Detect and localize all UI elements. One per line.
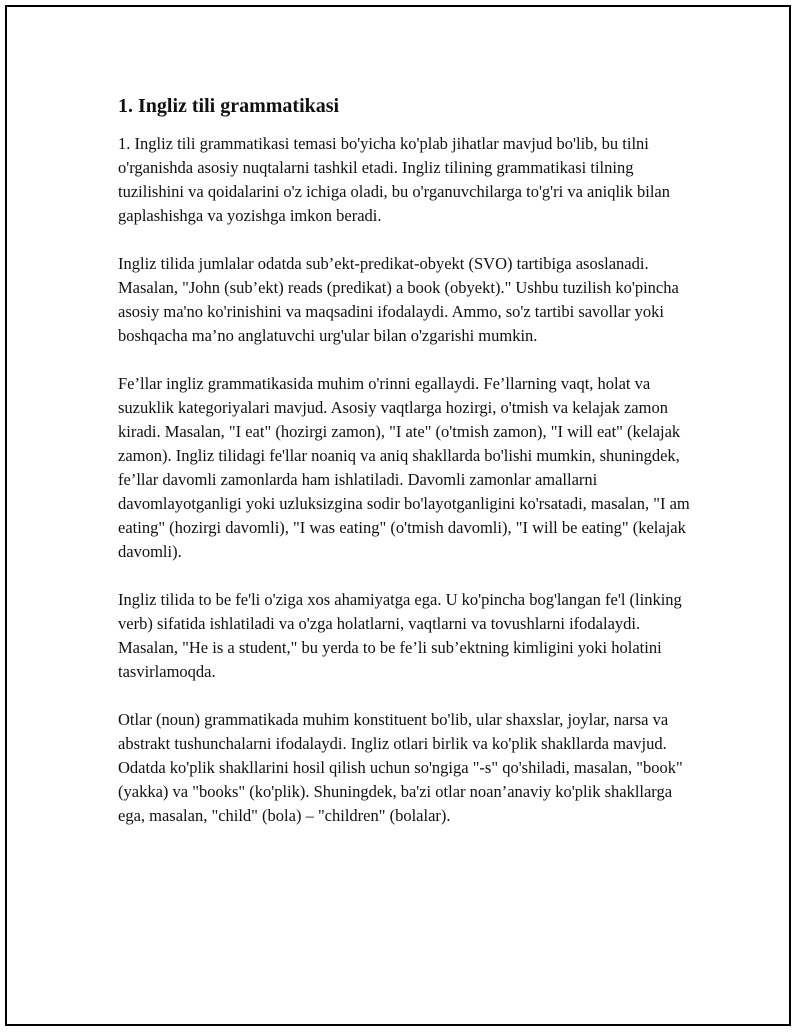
document-body	[118, 92, 690, 852]
paragraph-1: 1. Ingliz tili grammatikasi temasi bo'yicha ko'plab jihatlar mavjud bo'lib, bu tilni o'rganishda asosiy nuqtalarni tashkil etadi. Ingliz tilining grammatikasi tilning tuzilishini va qoidalarini o'z ichiga oladi, bu o'rganuvchilarga to'g'ri va aniqlik bilan gaplashishga va yozishga imkon beradi.	[118, 134, 670, 225]
paragraph-2: Ingliz tilida jumlalar odatda sub’ekt-predikat-obyekt (SVO) tartibiga asoslanadi. Masalan, "John (sub’ekt) reads (predikat) a book (obyekt)." Ushbu tuzilish ko'pincha asosiy ma'no ko'rinishini va maqsadini ifodalaydi. Ammo, so'z tartibi savollar yoki boshqacha ma’no anglatuvchi urg'ular bilan o'zgarishi mumkin.	[118, 254, 679, 345]
document-title: 1. Ingliz tili grammatikasi	[118, 95, 340, 117]
paragraph-3: Fe’llar ingliz grammatikasida muhim o'rinni egallaydi. Fe’llarning vaqt, holat va suzuklik kategoriyalari mavjud. Asosiy vaqtlarga hozirgi, o'tmish va kelajak zamon kiradi. Masalan, "I eat" (hozirgi zamon), "I ate" (o'tmish zamon), "I will eat" (kelajak zamon). Ingliz tilidagi fe'llar noaniq va aniq shakllarda bo'lishi mumkin, shuningdek, fe’llar davomli zamonlarda ham ishlatiladi. Davomli zamonlar amallarni davomlayotganligi yoki uzluksizgina sodir bo'layotganligini ko'rsatadi, masalan, "I am eating" (hozirgi davomli), "I was eating" (o'tmish davomli), "I will be eating" (kelajak davomli).	[118, 374, 690, 561]
paragraph-4: Ingliz tilida to be fe'li o'ziga xos ahamiyatga ega. U ko'pincha bog'langan fe'l (linking verb) sifatida ishlatiladi va o'zga holatlarni, vaqtlarni va tovushlarni ifodalaydi. Masalan, "He is a student," bu yerda to be fe’li sub’ektning kimligini yoki holatini tasvirlamoqda.	[118, 590, 682, 681]
paragraph-5: Otlar (noun) grammatikada muhim konstituent bo'lib, ular shaxslar, joylar, narsa va abstrakt tushunchalarni ifodalaydi. Ingliz otlari birlik va ko'plik shakllarda mavjud. Odatda ko'plik shakllarini hosil qilish uchun so'ngiga "-s" qo'shiladi, masalan, "book" (yakka) va "books" (ko'plik). Shuningdek, ba'zi otlar noan’anaviy ko'plik shakllarga ega, masalan, "child" (bola) – "children" (bolalar).	[118, 710, 683, 825]
